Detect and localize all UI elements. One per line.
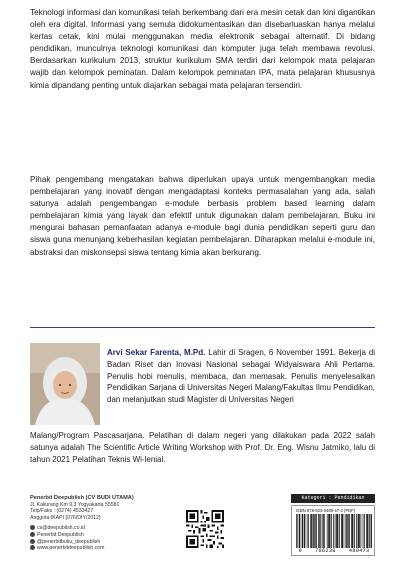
publisher-facebook[interactable]: Penerbit Deepublish xyxy=(37,531,84,538)
author-bio-top xyxy=(107,347,375,406)
publisher-instagram[interactable]: @penerbitbuku_deepublish xyxy=(37,538,101,545)
publisher-website[interactable]: www.penerbitdeepublish.com xyxy=(37,545,105,552)
section-divider xyxy=(30,327,375,328)
publisher-email[interactable]: cs@deepublish.co.id xyxy=(37,525,85,532)
paragraph-2: Pihak pengembang mengatakan bahwa diperlukan upaya untuk mengembangkan media pembelajaran yang inovatif dengan mengadaptasi konteks permasalahan yang ada, salah satunya adalah pengembangan e-module berbasis problem based learning dalam pembelajaran kimia yang layak dan efektif untuk digunakan dalam pembelajaran. Buku ini mengurai bahasan pemanfaatan adanya e-module bagi dunia pendidikan seperti guru dan siswa guna menunjang keberhasilan kegiatan pembelajaran. Diharapkan melalui e-module ini, abstraksi dan miskonsepsi siswa tentang kimia akan berkurang. xyxy=(30,175,375,257)
publisher-name: Penerbit Deepublish (CV BUDI UTAMA) xyxy=(30,495,134,501)
isbn-digit-group: 9 xyxy=(298,548,303,554)
publisher-address: Jl. Kaliurang Km 9,3 Yogyakarta 55581 xyxy=(30,501,120,508)
website-icon xyxy=(30,545,35,550)
category-label: Kategori : Pendidikan xyxy=(291,494,375,503)
author-bio-bottom: Malang/Program Pascasarjana. Pelatihan di dalam negeri yang dilakukan pada 2022 salah satunya adalah The Scientific Article Writing Workshop with Prof. Dr. Eng. Wisnu Jatmiko, lalu di tahun 2021 Pelatihan Teknis Wi-lenial. xyxy=(30,431,375,464)
publisher-phone: Telp/Faks : (0274) 4533427 xyxy=(30,508,94,515)
author-name: Arvi Sekar Farenta, M.Pd. xyxy=(107,348,206,357)
publisher-block xyxy=(30,495,134,552)
isbn-digit-group: 489473 xyxy=(348,548,370,554)
publisher-member: Anggota IKAPI (076/DIY/2012) xyxy=(30,514,101,521)
barcode-icon xyxy=(296,514,372,548)
facebook-icon xyxy=(30,532,35,537)
author-photo xyxy=(30,343,100,425)
qr-code-icon xyxy=(186,510,224,548)
email-icon xyxy=(30,525,35,530)
author-bio-top-text: Lahir di Sragen, 6 November 1991. Bekerja di Badan Riset dan Inovasi Nasional sebagai Widyaiswara Ahli Pertama. Penulis hobi menulis, membaca, dan memasak. Penulis menyelesaikan Pendidikan Sarjana di Universitas Negeri Malang/Fakultas Ilmu Pendidikan, dan melanjutkan studi Magister di Universitas Negeri xyxy=(107,348,375,405)
isbn-digits xyxy=(292,548,376,554)
instagram-icon xyxy=(30,539,35,544)
isbn-digit-group: 786238 xyxy=(315,548,336,554)
isbn-label: ISBN 978-623-0489-47-3 (PDF) xyxy=(296,508,356,513)
isbn-barcode-box xyxy=(291,505,375,556)
paragraph-1: Teknologi informasi dan komunikasi telah berkembang dari era mesin cetak dan kini digantikan oleh era digital. Informasi yang semula didokumentasikan dan disebarluaskan hanya melalui kertas cetak, kini mulai menggunakan media elektronik sebagai alternatif. Di bidang pendidikan, munculnya teknologi komunikasi dan komputer juga telah membawa revolusi. Berdasarkan kurikulum 2013, struktur kurikulum SMA terdiri dari kelompok mata pelajaran wajib dan kelompok peminatan. Dalam kelompok peminatan IPA, mata pelajaran khususnya kimia dipandang penting untuk diajarkan sebagai mata pelajaran tersendiri. xyxy=(30,8,375,90)
